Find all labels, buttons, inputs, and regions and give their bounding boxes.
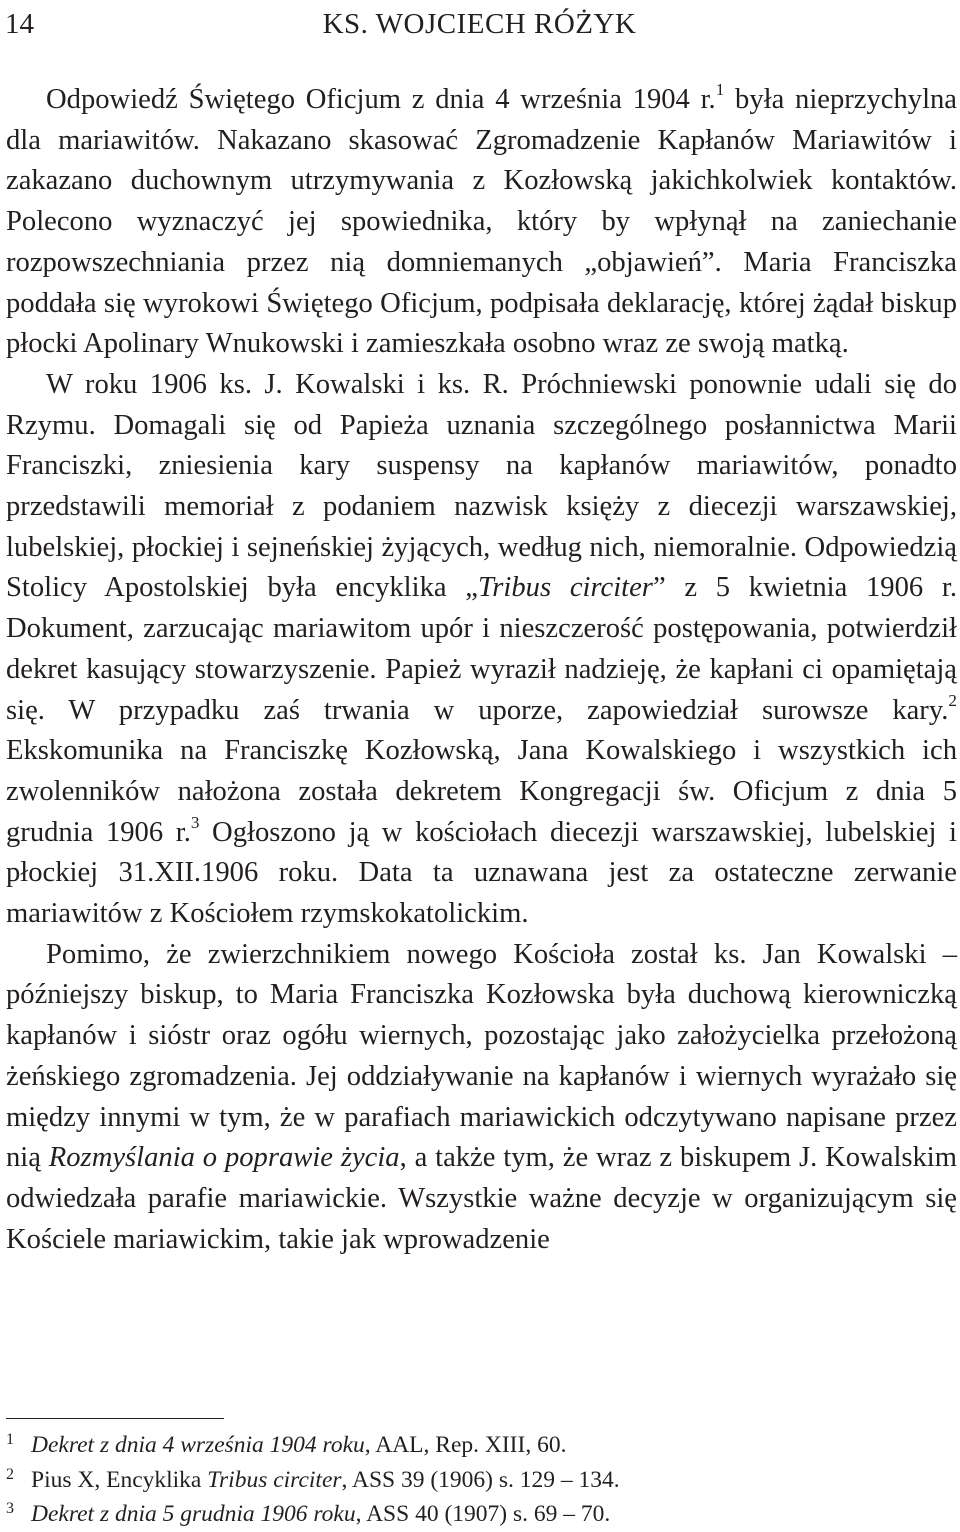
- text-span: Odpowiedź Świętego Oficjum z dnia 4 września 1904 r.: [46, 84, 716, 115]
- text-span: W roku 1906 ks. J. Kowalski i ks. R. Próchniewski ponownie udali się do Rzymu. Domagali się od Papieża uznania szczególnego posłannictwa Marii Franciszki, zniesienia kary suspensy na kapłanów mariawitów, ponadto przedstawili memoriał z podaniem nazwisk księży z diecezji warszawskiej, lubelskiej, płockiej i sejneńskiej żyjących, według nich, niemoralnie. Odpowiedzią Stolicy Apostolskiej była encyklika „: [6, 368, 957, 604]
- footnote-number: 3: [6, 1500, 14, 1517]
- footnotes: [6, 1428, 957, 1532]
- text-span: Pomimo, że zwierzchnikiem nowego Kościoła został ks. Jan Kowalski – późniejszy biskup, to Maria Franciszka Kozłowska była duchową kierowniczką kapłanów i sióstr oraz ogółu wiernych, pozostając jako założycielka przełożoną żeńskiego zgromadzenia. Jej oddziaływanie na kapłanów i wiernych wyrażało się między innymi w tym, że w parafiach mariawickich odczytywano napisane przez nią: [6, 938, 957, 1174]
- footnote-2: [6, 1463, 957, 1498]
- footnote-ref-3[interactable]: 3: [190, 812, 200, 832]
- italic-title: Tribus circiter: [477, 572, 653, 604]
- running-header: [5, 4, 954, 44]
- main-text: [6, 80, 957, 1260]
- footnote-italic: Dekret z dnia 4 września 1904 roku: [31, 1432, 365, 1458]
- text-span: ” z 5 kwietnia 1906 r. Dokument, zarzucając mariawitom upór i nieszczerość postępowania, potwierdził dekret kasujący stowarzyszenie. Papież wyraził nadzieję, że kapłani ci opamiętają się. W przypadku zaś trwania w uporze, zapowiedział surowsze kary.: [6, 572, 957, 726]
- page-number: 14: [5, 8, 34, 40]
- italic-title: Rozmyślania o poprawie życia: [48, 1142, 400, 1174]
- footnote-ref-1[interactable]: 1: [715, 80, 725, 100]
- paragraph-1: [6, 80, 957, 365]
- footnote-separator: [6, 1418, 224, 1419]
- footnote-ref-2[interactable]: 2: [948, 690, 957, 710]
- text-span: była nieprzychylna dla mariawitów. Nakazano skasować Zgromadzenie Kapłanów Mariawitów i zakazano duchownym utrzymywania z Kozłowską jakichkolwiek kontaktów. Polecono wyznaczyć jej spowiednika, który by wpłynął na zaniechanie rozpowszechniania przez nią domniemanych „objawień”. Maria Franciszka poddała się wyrokowi Świętego Oficjum, podpisała deklarację, której żądał biskup płocki Apolinary Wnukowski i zamieszkała osobno wraz ze swoją matką.: [6, 84, 958, 360]
- footnote-text: , ASS 40 (1907) s. 69 – 70.: [355, 1501, 611, 1527]
- text-span: Ogłoszono ją w kościołach diecezji warszawskiej, lubelskiej i płockiej 31.XII.1906 roku. Data ta uznawana jest za ostateczne zerwanie mariawitów z Kościołem rzymskokatolickim.: [6, 816, 958, 930]
- footnote-number: 2: [6, 1465, 14, 1483]
- footnote-text: , AAL, Rep. XIII, 60.: [364, 1432, 567, 1458]
- footnote-italic: Tribus circiter: [207, 1466, 342, 1493]
- footnote-text: , ASS 39 (1906) s. 129 – 134.: [341, 1466, 620, 1493]
- footnote-number: 1: [6, 1431, 14, 1448]
- text-span: , a także tym, że wraz z biskupem J. Kowalskim odwiedzała parafie mariawickie. Wszystkie ważne decyzje w organizującym się Kościele mariawickim, takie jak wprowadzenie: [6, 1142, 957, 1255]
- footnote-1: [6, 1428, 957, 1463]
- text-span: Ekskomunika na Franciszkę Kozłowską, Jana Kowalskiego i wszystkich ich zwolenników nałożona została dekretem Kongregacji św. Oficjum z dnia 5 grudnia 1906 r.: [6, 735, 957, 848]
- paragraph-3: [6, 935, 957, 1261]
- paragraph-2: [6, 365, 957, 935]
- footnote-3: [6, 1497, 957, 1532]
- running-title: KS. WOJCIECH RÓŻYK: [322, 8, 637, 40]
- footnote-italic: Dekret z dnia 5 grudnia 1906 roku: [31, 1501, 356, 1527]
- footnote-text: Pius X, Encyklika: [31, 1466, 208, 1493]
